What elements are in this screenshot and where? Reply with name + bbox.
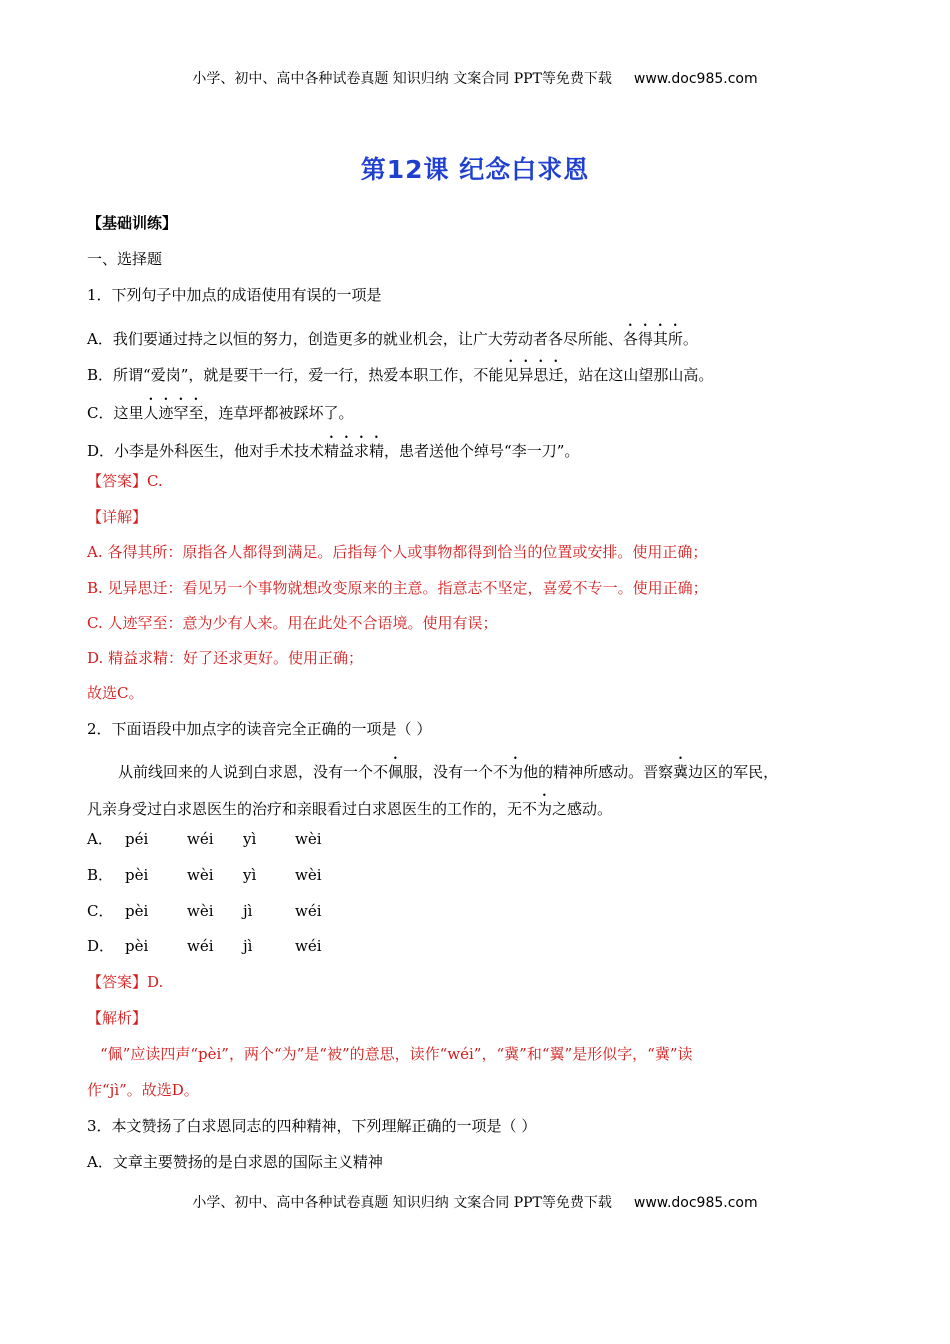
text: ，站在这山望那山高。 <box>563 366 714 384</box>
q1-conclusion: 故选C。 <box>87 684 144 702</box>
q1-detail-heading: 【详解】 <box>87 508 148 526</box>
text: D．小李是外科医生，他对手术技术 <box>87 442 325 460</box>
option-key: D． <box>87 937 115 955</box>
q1-option-b <box>87 357 713 386</box>
text: 。 <box>682 330 698 348</box>
pinyin: wéi <box>295 902 322 920</box>
footer-site: www.doc985.com <box>633 1195 758 1211</box>
page-header <box>0 68 950 88</box>
text: 边区的军民， <box>688 763 779 781</box>
q1-answer: 【答案】C. <box>87 472 163 490</box>
q1-explain-b: B. 见异思迁：看见另一个事物就想改变原来的主意。指意志不坚定，喜爱不专一。使用正确； <box>87 579 708 597</box>
text: ，患者送他个绰号“李一刀”。 <box>384 442 580 460</box>
q2-analysis-heading: 【解析】 <box>87 1009 148 1027</box>
pinyin: wèi <box>187 866 214 884</box>
q2-option-b <box>87 864 322 886</box>
q1-option-a <box>87 321 698 350</box>
page-footer <box>0 1192 950 1212</box>
q3-option-a: A．文章主要赞扬的是白求恩的国际主义精神 <box>87 1153 383 1171</box>
q1-option-c <box>87 395 354 424</box>
dotted-char: 冀 <box>673 763 689 781</box>
text: C．这里 <box>87 404 144 422</box>
pinyin: pèi <box>125 902 149 920</box>
option-key: A． <box>87 830 113 848</box>
dotted-char: 为 <box>508 763 524 781</box>
q2-passage-line2 <box>87 791 612 820</box>
pinyin: péi <box>125 830 149 848</box>
q2-stem: 2．下面语段中加点字的读音完全正确的一项是（ ） <box>87 720 432 738</box>
q3-stem: 3．本文赞扬了白求恩同志的四种精神，下列理解正确的一项是（ ） <box>87 1117 537 1135</box>
text: B．所谓“爱岗”，就是要干一行，爱一行，热爱本职工作，不能 <box>87 366 504 384</box>
q1-explain-a: A. 各得其所：原指各人都得到满足。后指每个人或事物都得到恰当的位置或安排。使用正确； <box>87 543 708 561</box>
footer-text: 小学、初中、高中各种试卷真题 知识归纳 文案合同 PPT等免费下载 <box>192 1195 612 1211</box>
text: 之感动。 <box>552 800 613 818</box>
dotted-idiom: 精益求精 <box>324 442 385 460</box>
pinyin: wéi <box>187 937 214 955</box>
text: ，连草坪都被踩坏了。 <box>203 404 354 422</box>
pinyin: wèi <box>295 830 322 848</box>
header-site: www.doc985.com <box>633 71 758 87</box>
q2-analysis-line1: “佩”应读四声“pèi”，两个“为”是“被”的意思，读作“wéi”，“冀”和“翼”是形似字，“冀”读 <box>100 1045 693 1063</box>
q2-option-c <box>87 900 322 922</box>
text: 从前线回来的人说到白求恩，没有一个不 <box>118 763 389 781</box>
dotted-idiom: 人迹罕至 <box>143 404 204 422</box>
dotted-char: 为 <box>537 800 553 818</box>
option-key: C． <box>87 902 114 920</box>
q2-option-d <box>87 935 322 957</box>
pinyin: wèi <box>295 866 322 884</box>
dotted-char: 佩 <box>388 763 404 781</box>
pinyin: yì <box>243 830 257 848</box>
pinyin: yì <box>243 866 257 884</box>
text: 服，没有一个不 <box>403 763 509 781</box>
pinyin: pèi <box>125 866 149 884</box>
text: 他的精神所感动。晋察 <box>523 763 674 781</box>
dotted-idiom: 见异思迁 <box>503 366 564 384</box>
q2-answer: 【答案】D. <box>87 973 164 991</box>
q2-option-a <box>87 828 322 850</box>
q1-option-d <box>87 433 579 462</box>
text: A．我们要通过持之以恒的努力，创造更多的就业机会，让广大劳动者各尽所能、 <box>87 330 623 348</box>
header-text: 小学、初中、高中各种试卷真题 知识归纳 文案合同 PPT等免费下载 <box>192 71 612 87</box>
q2-passage-line1 <box>118 754 778 783</box>
pinyin: wéi <box>295 937 322 955</box>
pinyin: wèi <box>187 902 214 920</box>
dotted-idiom: 各得其所 <box>622 330 683 348</box>
part-heading: 一、选择题 <box>87 250 163 268</box>
pinyin: jì <box>243 902 253 920</box>
pinyin: pèi <box>125 937 149 955</box>
option-key: B． <box>87 866 114 884</box>
q1-stem: 1．下列句子中加点的成语使用有误的一项是 <box>87 286 382 304</box>
pinyin: wéi <box>187 830 214 848</box>
lesson-title: 第12课 纪念白求恩 <box>360 155 590 184</box>
text: 凡亲身受过白求恩医生的治疗和亲眼看过白求恩医生的工作的，无不 <box>87 800 538 818</box>
section-heading: 【基础训练】 <box>87 214 178 232</box>
q1-explain-c: C. 人迹罕至：意为少有人来。用在此处不合语境。使用有误； <box>87 614 498 632</box>
q2-analysis-line2: 作“jì”。故选D。 <box>87 1081 199 1099</box>
pinyin: jì <box>243 937 253 955</box>
q1-explain-d: D. 精益求精：好了还求更好。使用正确； <box>87 649 364 667</box>
